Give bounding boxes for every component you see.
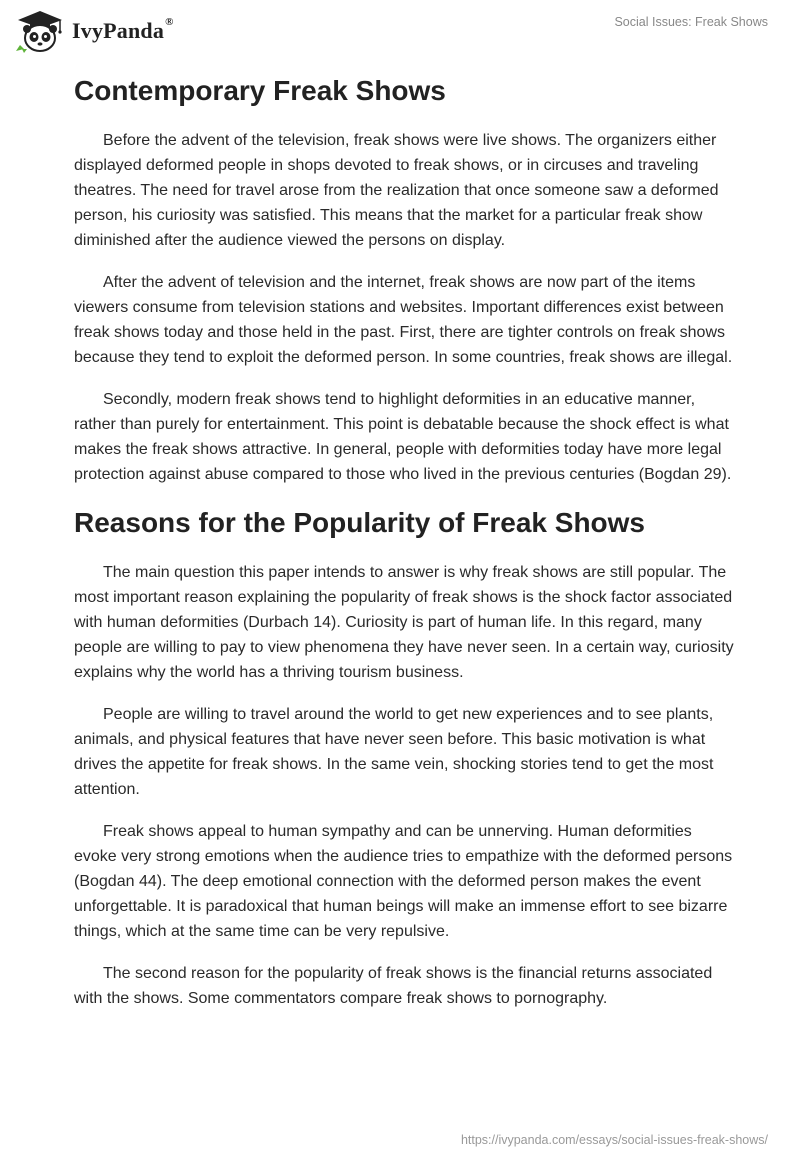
panda-graduate-icon: [14, 9, 66, 53]
brand-logo[interactable]: [14, 9, 174, 53]
essay-content: [74, 72, 734, 1028]
source-url-link[interactable]: https://ivypanda.com/essays/social-issues-freak-shows/: [460, 1133, 768, 1147]
paragraph: Secondly, modern freak shows tend to highlight deformities in an educative manner, rather than purely for entertainment. This point is debatable because the shock effect is what makes the freak shows attractive. In general, people with deformities today have more legal protection against abuse compared to those who lived in the previous centuries (Bogdan 29).: [74, 391, 732, 483]
document-category-label: Social Issues: Freak Shows: [614, 15, 768, 29]
section-heading-contemporary: Contemporary Freak Shows: [74, 75, 446, 106]
paragraph: The second reason for the popularity of freak shows is the financial returns associated with the shows. Some commentators compare freak shows to pornography.: [74, 965, 713, 1007]
brand-name: IvyPanda®: [72, 16, 174, 43]
paragraph: People are willing to travel around the world to get new experiences and to see plants, animals, and physical features that have never seen before. This basic motivation is what drives the appetite for freak shows. In the same vein, shocking stories tend to get the most attention.: [74, 706, 714, 798]
paragraph: Freak shows appeal to human sympathy and can be unnerving. Human deformities evoke very strong emotions when the audience tries to empathize with the deformed persons (Bogdan 44). The deep emotional connection with the deformed person makes the event unforgettable. It is paradoxical that human beings will make an immense effort to see bizarre things, which at the same time can be very repulsive.: [74, 823, 733, 940]
paragraph: After the advent of television and the internet, freak shows are now part of the items viewers consume from television stations and websites. Important differences exist between freak shows today and those held in the past. First, there are tighter controls on freak shows because they tend to exploit the deformed person. In some countries, freak shows are illegal.: [74, 274, 733, 366]
page-header: [0, 0, 800, 70]
paragraph: The main question this paper intends to answer is why freak shows are still popular. The most important reason explaining the popularity of freak shows is the shock factor associated with human deformities (Durbach 14). Curiosity is part of human life. In this regard, many people are willing to pay to view phenomena they have never seen. In a certain way, curiosity explains why the world has a thriving tourism business.: [74, 564, 734, 681]
paragraph: Before the advent of the television, freak shows were live shows. The organizers either displayed deformed people in shops devoted to freak shows, or in circuses and traveling theatres. The need for travel arose from the realization that once someone saw a deformed person, his curiosity was satisfied. This means that the market for a particular freak show diminished after the audience viewed the persons on display.: [74, 132, 719, 249]
section-heading-reasons: Reasons for the Popularity of Freak Shows: [74, 507, 646, 538]
